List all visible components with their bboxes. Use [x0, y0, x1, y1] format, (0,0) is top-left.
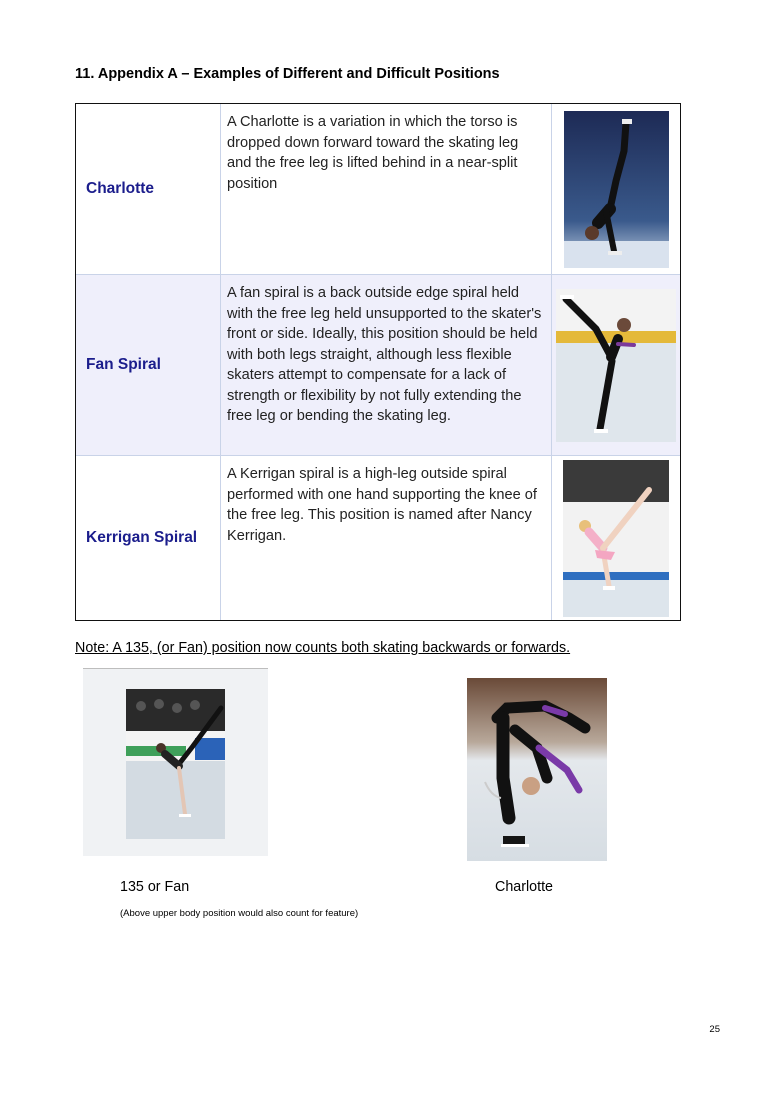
position-description: A Kerrigan spiral is a high-leg outside spiral performed with one hand supporting the knee of the free leg. This position is named after Nancy Kerrigan. — [221, 456, 552, 620]
position-name: Kerrigan Spiral — [76, 456, 221, 620]
figure-subcaption: (Above upper body position would also count for feature) — [120, 908, 359, 919]
figure-caption-right: Charlotte — [495, 879, 554, 895]
fan-spiral-skater-photo — [556, 289, 676, 442]
page-number: 25 — [709, 1024, 720, 1035]
figure-caption-left: 135 or Fan — [120, 879, 190, 895]
positions-table — [75, 103, 681, 621]
position-name: Fan Spiral — [76, 275, 221, 455]
position-description: A Charlotte is a variation in which the torso is dropped down forward toward the skating leg and the free leg is lifted behind in a near-split position — [221, 104, 552, 274]
table-row — [76, 456, 680, 620]
position-photo-cell — [552, 104, 680, 274]
table-row — [76, 275, 680, 456]
position-description: A fan spiral is a back outside edge spiral held with the free leg held unsupported to the skater's front or side. Ideally, this position should be held with both legs straight, although less flexible skaters attempt to compensate for a lack of strength or flexibility by not fully extending the free leg or bending the skating leg. — [221, 275, 552, 455]
kerrigan-spiral-skater-photo — [563, 460, 669, 617]
position-name: Charlotte — [76, 104, 221, 274]
charlotte-skater-photo-large — [467, 678, 607, 866]
note-text: Note: A 135, (or Fan) position now counts both skating backwards or forwards. — [75, 640, 571, 656]
position-photo-cell — [552, 275, 680, 455]
position-photo-cell — [552, 456, 680, 620]
page-title: 11. Appendix A – Examples of Different and Difficult Positions — [75, 66, 500, 82]
table-row — [76, 104, 680, 275]
fan-135-skater-photo — [83, 668, 268, 861]
charlotte-skater-photo — [564, 111, 669, 268]
